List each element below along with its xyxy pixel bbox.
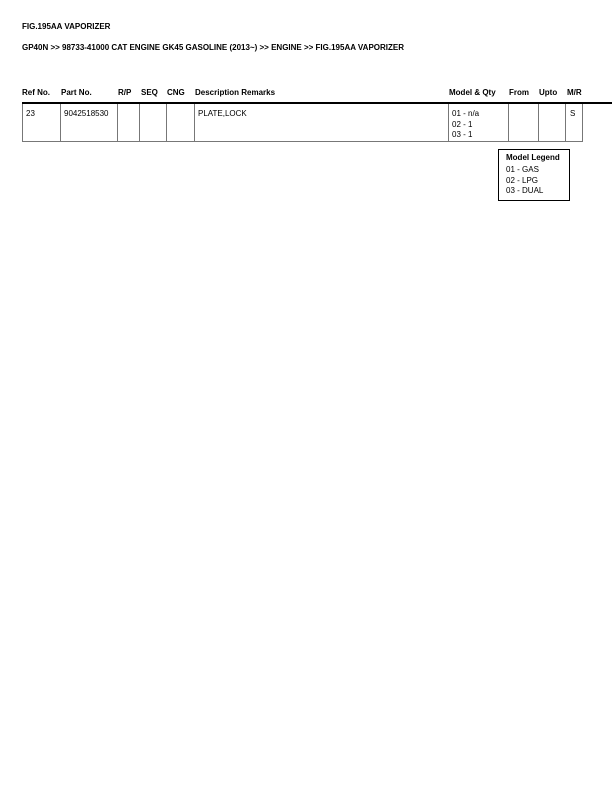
column-header-ref-no: Ref No.: [22, 88, 50, 97]
column-header-description: Description Remarks: [195, 88, 276, 97]
column-divider: [538, 104, 539, 142]
cell-model-qty-03: 03 - 1: [452, 130, 473, 139]
cell-part-no: 9042518530: [64, 109, 109, 118]
column-header-mr: M/R: [567, 88, 582, 97]
legend-item: 03 - DUAL: [506, 186, 544, 195]
cell-description: PLATE,LOCK: [198, 109, 247, 118]
legend-item: 02 - LPG: [506, 175, 539, 185]
cell-model-qty-01: 01 - n/a: [452, 109, 480, 118]
cell-ref-no: 23: [26, 109, 35, 118]
column-divider: [60, 104, 61, 142]
column-header-model-qty: Model & Qty: [449, 88, 496, 97]
column-divider: [166, 104, 167, 142]
model-legend: [498, 149, 570, 201]
column-header-part-no: Part No.: [61, 88, 92, 97]
column-header-upto: Upto: [539, 88, 558, 97]
column-divider: [508, 104, 509, 142]
column-header-rp: R/P: [118, 88, 132, 97]
column-header-seq: SEQ: [141, 88, 158, 97]
column-divider: [565, 104, 566, 142]
breadcrumb: GP40N >> 98733-41000 CAT ENGINE GK45 GASOLINE (2013~) >> ENGINE >> FIG.195AA VAPORIZER: [22, 43, 404, 52]
column-divider: [139, 104, 140, 142]
column-header-from: From: [509, 88, 529, 97]
column-divider: [117, 104, 118, 142]
page-title: FIG.195AA VAPORIZER: [22, 22, 111, 31]
cell-model-qty-02: 02 - 1: [452, 119, 473, 129]
legend-item: 01 - GAS: [506, 165, 539, 174]
legend-title: Model Legend: [506, 153, 560, 162]
cell-mr: S: [570, 109, 576, 118]
column-header-cng: CNG: [167, 88, 185, 97]
column-divider: [448, 104, 449, 142]
column-divider: [194, 104, 195, 142]
